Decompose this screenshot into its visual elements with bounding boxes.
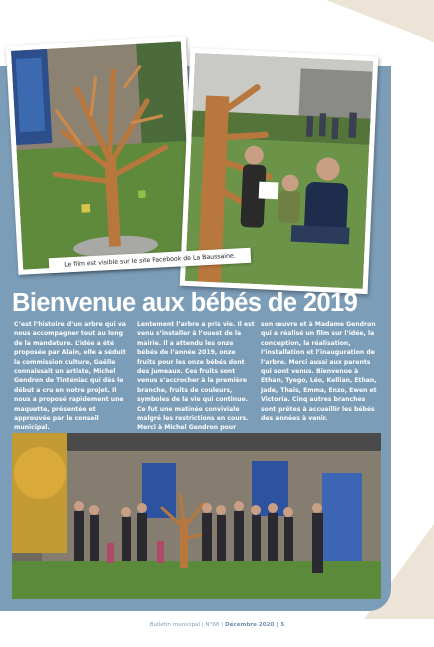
text-column-2 — [137, 320, 255, 433]
photo-tree-sculpture — [6, 36, 199, 275]
text-column-3 — [261, 320, 379, 423]
page-footer — [0, 622, 434, 628]
footer-publication: Bulletin municipal | N°66 | — [149, 622, 224, 628]
footer-date-page: Décembre 2020 | 5 — [224, 622, 285, 628]
corner-decoration-top — [284, 0, 434, 42]
text-column-1 — [14, 320, 132, 433]
article-title: Bienvenue aux bébés de 2019 — [12, 289, 358, 317]
photo-caption: Le film est visible sur le site Facebook de La Baussaine. — [49, 248, 252, 274]
paragraph-1: C’est l’histoire d’un arbre qui va nous accompagner tout au long de la mandature. L’idée a été proposée par Alain, elle a séduit la commission culture, Gaëlle connaissait un artiste, Michel Gendron de Tinténiac qui dès le début a cru en notre projet. Il nous a proposé rapidement une maquette, présentée et approuvée par le conseil municipal. — [14, 321, 126, 432]
paragraph-2: Lentement l’arbre a pris vie. Il est venu s’installer à l’ouest de la mairie. Il a attendu les onze bébés de l’année 2019, onze fruits pour les onze bébés dont des jumeaux. Ces fruits sont venus s’accrocher à la première branche, fruits de couleurs, symboles de la vie qui continue. Ce fut une matinée conviviale malgré les restrictions en cours. Merci à Michel Gendron pour — [137, 321, 255, 432]
photo-group — [12, 433, 381, 599]
paragraph-3: son œuvre et à Madame Gendron qui a réalisé un film sur l’idée, la conception, la réalisation, l’installation et l’inauguration de l’arbre. Merci aussi aux parents qui sont venus. Bienvenue à Ethan, Tyego, Léo, Kellian, Ethan, Jade, Thaïs, Emma, Enzo, Ewen et Victoria. Cinq autres branches sont prêtes à accueillir les bébés des années à venir. — [261, 321, 377, 423]
